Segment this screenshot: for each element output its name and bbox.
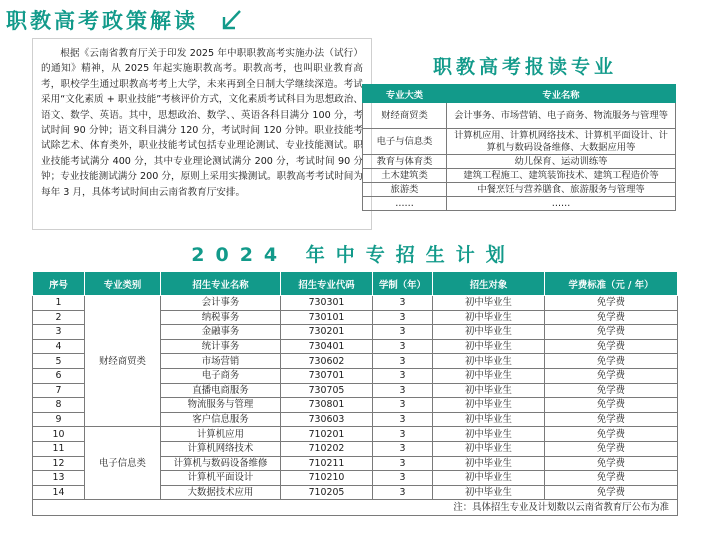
row-major-name: 计算机网络技术 <box>161 441 281 456</box>
row-fee: 免学费 <box>545 471 678 486</box>
row-duration: 3 <box>373 471 433 486</box>
row-major-name: 物流服务与管理 <box>161 398 281 413</box>
row-major-name: 客户信息服务 <box>161 412 281 427</box>
row-target: 初中毕业生 <box>433 339 545 354</box>
policy-text-box <box>32 38 372 230</box>
row-major-code: 710211 <box>281 456 373 471</box>
row-number: 9 <box>33 412 85 427</box>
header-category: 专业类别 <box>85 272 161 296</box>
row-target: 初中毕业生 <box>433 441 545 456</box>
header-target: 招生对象 <box>433 272 545 296</box>
row-duration: 3 <box>373 412 433 427</box>
row-duration: 3 <box>373 339 433 354</box>
row-fee: 免学费 <box>545 339 678 354</box>
specialty-names: …… <box>447 197 676 211</box>
row-major-name: 会计事务 <box>161 296 281 311</box>
row-duration: 3 <box>373 310 433 325</box>
plan-title: 2024 年中专招生计划 <box>191 244 516 266</box>
header-major-code: 招生专业代码 <box>281 272 373 296</box>
row-major-code: 730603 <box>281 412 373 427</box>
row-major-name: 直播电商服务 <box>161 383 281 398</box>
row-major-name: 电子商务 <box>161 368 281 383</box>
specialty-names: 中餐烹饪与营养膳食、旅游服务与管理等 <box>447 183 676 197</box>
row-number: 3 <box>33 325 85 340</box>
specialty-names: 建筑工程施工、建筑装饰技术、建筑工程造价等 <box>447 169 676 183</box>
row-number: 11 <box>33 441 85 456</box>
row-duration: 3 <box>373 368 433 383</box>
row-major-name: 纳税事务 <box>161 310 281 325</box>
specialties-header-row <box>363 85 676 103</box>
row-major-code: 730401 <box>281 339 373 354</box>
row-major-code: 710210 <box>281 471 373 486</box>
row-number: 6 <box>33 368 85 383</box>
row-major-code: 710201 <box>281 427 373 442</box>
row-number: 14 <box>33 485 85 500</box>
specialty-category: 财经商贸类 <box>363 103 447 129</box>
table-row <box>363 155 676 169</box>
row-duration: 3 <box>373 383 433 398</box>
row-target: 初中毕业生 <box>433 427 545 442</box>
specialty-names: 计算机应用、计算机网络技术、计算机平面设计、计算机与数码设备维修、大数据应用等 <box>447 129 676 155</box>
row-number: 13 <box>33 471 85 486</box>
row-target: 初中毕业生 <box>433 368 545 383</box>
row-duration: 3 <box>373 354 433 369</box>
header-number: 序号 <box>33 272 85 296</box>
row-fee: 免学费 <box>545 325 678 340</box>
policy-paragraph: 根据《云南省教育厅关于印发 2025 年中职职教高考实施办法（试行）的通知》精神，从 2025 年起实施职教高考。职教高考，也叫职业教育高考，职校学生通过职教高考考上大学，未来再到全日制大学继续深造。考试采用“文化素质 + 职业技能”考核评价方式，文化素质考试科目为思想政治、语文、数学、英语。其中，思想政治、数学、、英语各科目满分 100 分，考试时间 90 分钟；语文科目满分 120 分，考试时间 120 分钟。职业技能考试除艺术、体育类外，职业技能考试包括专业理论测试、专业技能测试。职业技能考试满分 400 分，其中专业理论测试满分 200 分，考试时间 90 分钟；专业技能测试满分 200 分，原则上采用实操测试。职教高考考试时间为每年 3 月，具体考试时间由云南省教育厅安排。 <box>41 48 363 198</box>
row-number: 12 <box>33 456 85 471</box>
specialties-header-category: 专业大类 <box>363 85 447 103</box>
row-fee: 免学费 <box>545 441 678 456</box>
specialty-category: 土木建筑类 <box>363 169 447 183</box>
plan-header-row <box>33 272 678 296</box>
row-major-code: 730201 <box>281 325 373 340</box>
diagonal-arrow-icon <box>220 8 244 32</box>
row-major-code: 730602 <box>281 354 373 369</box>
row-number: 2 <box>33 310 85 325</box>
header-fee: 学费标准（元 / 年） <box>545 272 678 296</box>
row-duration: 3 <box>373 398 433 413</box>
row-major-code: 710202 <box>281 441 373 456</box>
row-major-name: 统计事务 <box>161 339 281 354</box>
row-major-name: 计算机与数码设备维修 <box>161 456 281 471</box>
specialty-category: 教育与体育类 <box>363 155 447 169</box>
row-fee: 免学费 <box>545 485 678 500</box>
row-target: 初中毕业生 <box>433 325 545 340</box>
row-target: 初中毕业生 <box>433 354 545 369</box>
row-major-code: 710205 <box>281 485 373 500</box>
table-row <box>33 427 678 442</box>
row-category: 财经商贸类 <box>85 296 161 427</box>
table-row <box>363 169 676 183</box>
row-major-code: 730701 <box>281 368 373 383</box>
row-number: 10 <box>33 427 85 442</box>
row-fee: 免学费 <box>545 296 678 311</box>
row-major-name: 计算机应用 <box>161 427 281 442</box>
row-major-code: 730705 <box>281 383 373 398</box>
table-row <box>363 103 676 129</box>
row-target: 初中毕业生 <box>433 456 545 471</box>
row-target: 初中毕业生 <box>433 398 545 413</box>
row-duration: 3 <box>373 441 433 456</box>
header-major-name: 招生专业名称 <box>161 272 281 296</box>
row-fee: 免学费 <box>545 427 678 442</box>
specialty-names: 幼儿保育、运动训练等 <box>447 155 676 169</box>
note-row <box>33 500 678 516</box>
row-duration: 3 <box>373 325 433 340</box>
row-fee: 免学费 <box>545 456 678 471</box>
row-target: 初中毕业生 <box>433 471 545 486</box>
row-fee: 免学费 <box>545 368 678 383</box>
row-target: 初中毕业生 <box>433 296 545 311</box>
row-target: 初中毕业生 <box>433 412 545 427</box>
row-duration: 3 <box>373 485 433 500</box>
table-note: 注：具体招生专业及计划数以云南省教育厅公布为准 <box>33 500 678 516</box>
page-title: 职教高考政策解读 <box>6 9 198 33</box>
row-fee: 免学费 <box>545 398 678 413</box>
page-header <box>6 6 244 34</box>
row-number: 5 <box>33 354 85 369</box>
table-row <box>363 183 676 197</box>
specialties-table <box>362 84 676 211</box>
row-major-code: 730101 <box>281 310 373 325</box>
row-number: 8 <box>33 398 85 413</box>
specialties-header-names: 专业名称 <box>447 85 676 103</box>
row-major-code: 730801 <box>281 398 373 413</box>
row-target: 初中毕业生 <box>433 383 545 398</box>
row-target: 初中毕业生 <box>433 485 545 500</box>
row-number: 4 <box>33 339 85 354</box>
row-number: 7 <box>33 383 85 398</box>
table-row <box>363 197 676 211</box>
row-duration: 3 <box>373 296 433 311</box>
specialty-names: 会计事务、市场营销、电子商务、物流服务与管理等 <box>447 103 676 129</box>
row-target: 初中毕业生 <box>433 310 545 325</box>
specialties-title: 职教高考报读专业 <box>432 56 617 78</box>
table-row <box>363 129 676 155</box>
row-major-name: 市场营销 <box>161 354 281 369</box>
specialty-category: 旅游类 <box>363 183 447 197</box>
enrollment-plan-table <box>32 271 678 516</box>
row-major-code: 730301 <box>281 296 373 311</box>
row-fee: 免学费 <box>545 383 678 398</box>
row-fee: 免学费 <box>545 354 678 369</box>
row-major-name: 大数据技术应用 <box>161 485 281 500</box>
row-duration: 3 <box>373 456 433 471</box>
specialty-category: …… <box>363 197 447 211</box>
row-duration: 3 <box>373 427 433 442</box>
specialty-category: 电子与信息类 <box>363 129 447 155</box>
row-category: 电子信息类 <box>85 427 161 500</box>
header-duration: 学制（年） <box>373 272 433 296</box>
row-number: 1 <box>33 296 85 311</box>
row-major-name: 金融事务 <box>161 325 281 340</box>
table-row <box>33 296 678 311</box>
row-fee: 免学费 <box>545 412 678 427</box>
row-major-name: 计算机平面设计 <box>161 471 281 486</box>
row-fee: 免学费 <box>545 310 678 325</box>
